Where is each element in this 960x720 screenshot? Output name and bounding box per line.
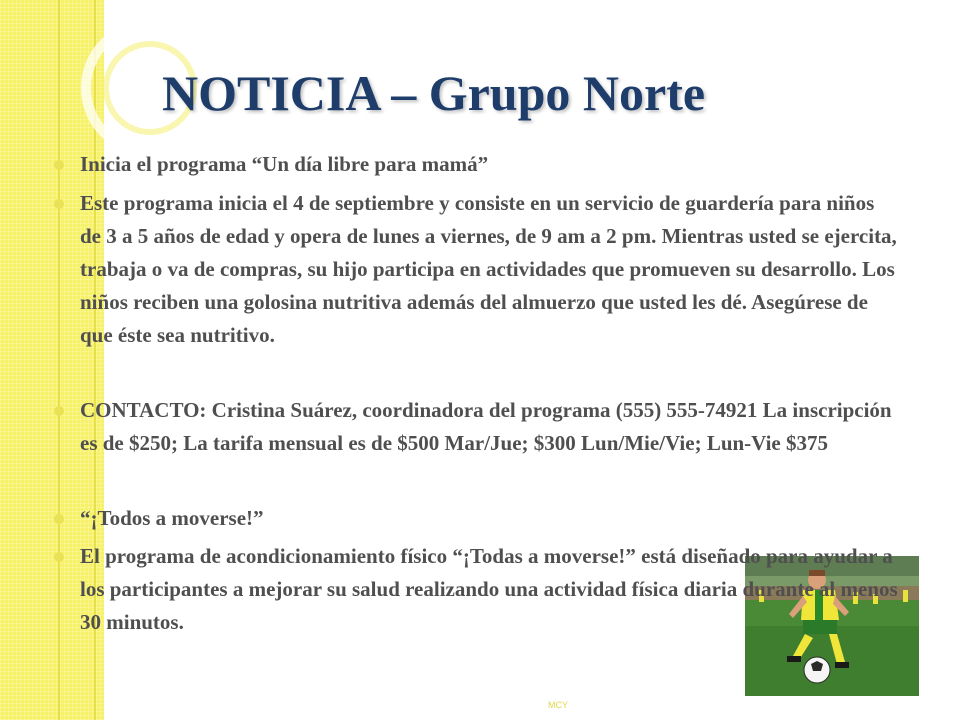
bullet-item	[50, 187, 900, 352]
spacer	[50, 460, 900, 497]
bullet-text: CONTACTO: Cristina Suárez, coordinadora del programa (555) 555-74921 La inscripción es de $250; La tarifa mensual es de $500 Mar/Jue; $300 Lun/Mie/Vie; Lun-Vie $375	[80, 398, 892, 455]
bullet-list	[50, 148, 900, 639]
bullet-item	[50, 394, 900, 460]
bullet-text: “¡Todos a moverse!”	[80, 506, 264, 530]
bullet-dot-icon	[54, 160, 64, 170]
bullet-text: Este programa inicia el 4 de septiembre y consiste en un servicio de guardería para niños de 3 a 5 años de edad y opera de lunes a viernes, de 9 am a 2 pm. Mientras usted se ejercita, trabaja o va de compras, su hijo participa en actividades que promueven su desarrollo. Los niños reciben una golosina nutritiva además del almuerzo que usted les dé. Asegúrese de que éste sea nutritivo.	[80, 191, 897, 347]
slide-title: NOTICIA – Grupo Norte	[162, 65, 706, 121]
bullet-item	[50, 540, 900, 639]
spacer	[50, 352, 900, 389]
bullet-item	[50, 502, 900, 535]
bullet-dot-icon	[54, 514, 64, 524]
bullet-dot-icon	[54, 552, 64, 562]
bullet-text: El programa de acondicionamiento físico “¡Todas a moverse!” está diseñado para ayudar a los participantes a mejorar su salud realizando una actividad física diaria durante al menos 30 minutos.	[80, 544, 898, 634]
bullet-text: Inicia el programa “Un día libre para mamá”	[80, 152, 489, 176]
bullet-dot-icon	[54, 199, 64, 209]
bullet-dot-icon	[54, 406, 64, 416]
bullet-item	[50, 148, 900, 181]
footer-mark: MCY	[548, 700, 568, 710]
